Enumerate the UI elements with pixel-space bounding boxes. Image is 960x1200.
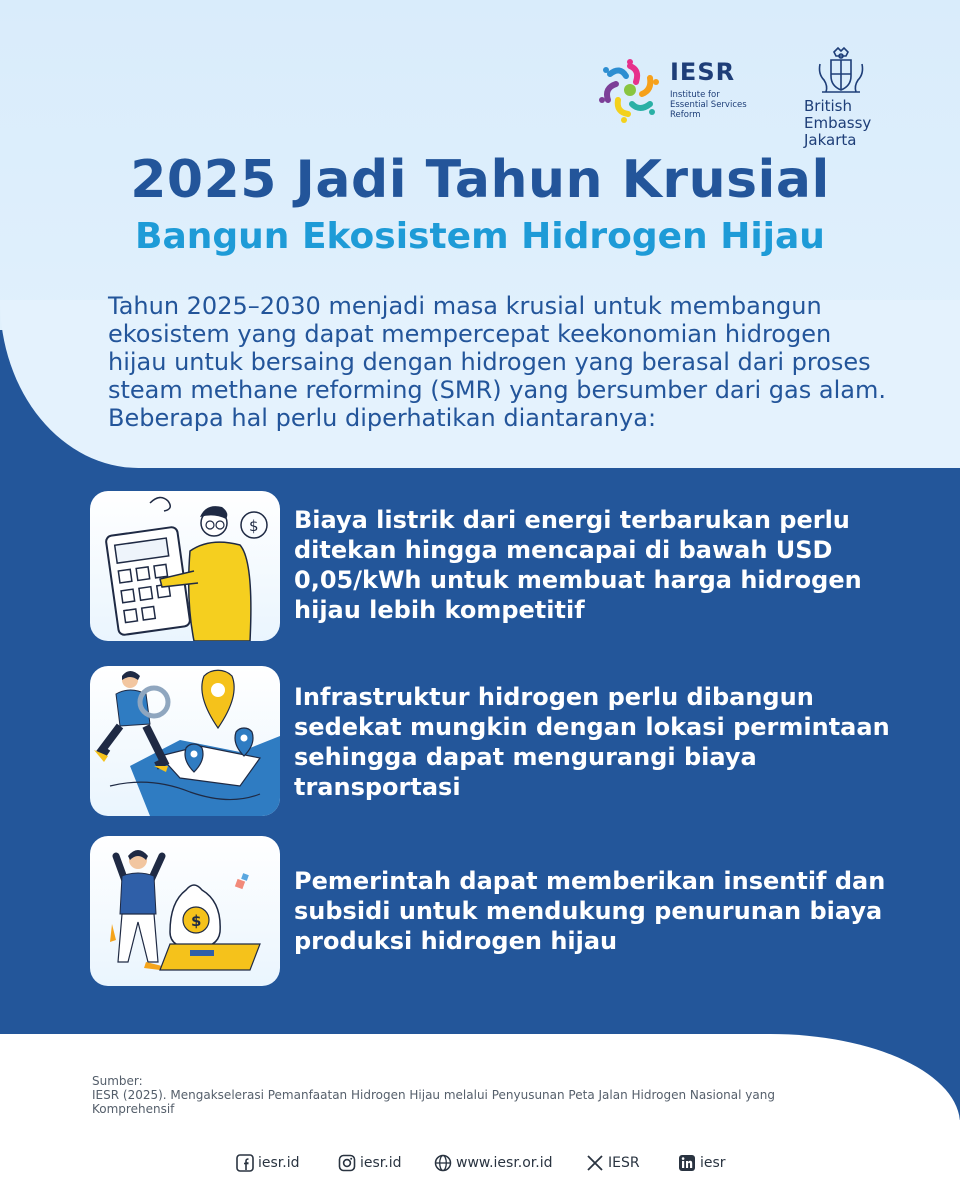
- intro-paragraph: Tahun 2025–2030 menjadi masa krusial untuk membangun ekosistem yang dapat mempercepat keekonomian hidrogen hijau untuk bersaing dengan hidrogen yang berasal dari proses steam methane reforming (SMR) yang bersumber dari gas alam. Beberapa hal perlu diperhatikan diantaranya:: [108, 292, 886, 432]
- source-label: Sumber:: [92, 1074, 143, 1088]
- linkedin-handle: iesr: [700, 1155, 726, 1171]
- facebook-icon: [236, 1154, 254, 1172]
- royal-crest-icon: [814, 46, 868, 96]
- svg-text:$: $: [249, 517, 259, 535]
- instagram-icon: [338, 1154, 356, 1172]
- x-handle: IESR: [608, 1155, 640, 1171]
- embassy-line1: British Embassy: [804, 97, 872, 132]
- item-text: Infrastruktur hidrogen perlu dibangun sedekat mungkin dengan lokasi permintaan sehingga dapat mengurangi biaya transportasi: [294, 683, 890, 801]
- source-text: IESR (2025). Mengakselerasi Pemanfaatan Hidrogen Hijau melalui Penyusunan Peta Jalan Hidrogen Nasional yang Komprehensif: [92, 1088, 775, 1116]
- money-bag-illustration: [90, 836, 280, 986]
- social-x[interactable]: [586, 1154, 640, 1172]
- page-title: 2025 Jadi Tahun Krusial: [130, 150, 830, 210]
- x-icon: [586, 1154, 604, 1172]
- iesr-name: IESR: [670, 58, 736, 86]
- iesr-subtitle: Institute for Essential Services Reform: [670, 90, 747, 120]
- svg-text:$: $: [191, 912, 202, 930]
- embassy-name: [804, 98, 924, 149]
- instagram-handle: iesr.id: [360, 1155, 402, 1171]
- source-note: [92, 1074, 812, 1116]
- social-links: [0, 1154, 960, 1178]
- logo-bar: [596, 46, 926, 149]
- embassy-logo: [804, 46, 924, 149]
- social-linkedin[interactable]: [678, 1154, 726, 1172]
- item-text: Biaya listrik dari energi terbarukan perlu ditekan hingga mencapai di bawah USD 0,05/kWh untuk membuat harga hidrogen hijau lebih kompetitif: [294, 506, 862, 624]
- money-bag-illustration-icon: [90, 836, 280, 986]
- social-instagram[interactable]: [338, 1154, 402, 1172]
- map-pin-illustration-icon: [90, 666, 280, 816]
- website-url: www.iesr.or.id: [456, 1155, 553, 1171]
- iesr-mark-icon: [596, 56, 664, 124]
- social-facebook[interactable]: [236, 1154, 300, 1172]
- calculator-illustration-icon: [90, 491, 280, 641]
- map-search-illustration: [90, 666, 280, 816]
- facebook-handle: iesr.id: [258, 1155, 300, 1171]
- embassy-line2: Jakarta: [804, 131, 857, 149]
- social-website[interactable]: [434, 1154, 553, 1172]
- item-text: Pemerintah dapat memberikan insentif dan subsidi untuk mendukung penurunan biaya produksi hidrogen hijau: [294, 867, 886, 955]
- page-subtitle: Bangun Ekosistem Hidrogen Hijau: [135, 216, 825, 257]
- globe-icon: [434, 1154, 452, 1172]
- calculator-person-illustration: [90, 491, 280, 641]
- iesr-logo: [596, 56, 756, 126]
- linkedin-icon: [678, 1154, 696, 1172]
